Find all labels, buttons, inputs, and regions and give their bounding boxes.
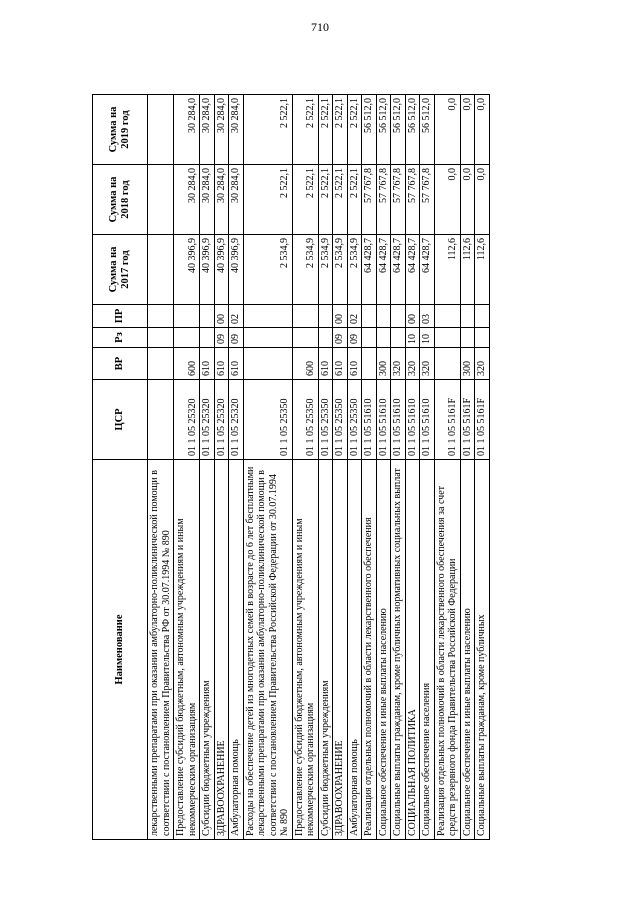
cell-vr: 610	[333, 348, 348, 380]
cell-pr	[460, 305, 475, 328]
cell-sum-2019: 30 284,0	[229, 95, 244, 165]
cell-pr: 00	[214, 305, 229, 328]
cell-sum-2019	[148, 95, 174, 165]
cell-pr	[391, 305, 406, 328]
cell-rz: 10	[420, 328, 435, 348]
cell-pr: 00	[333, 305, 348, 328]
cell-sum-2019: 56 512,0	[405, 95, 420, 165]
table-row	[434, 95, 460, 840]
cell-sum-2017: 64 428,7	[391, 235, 406, 305]
cell-csr: 01 1 05 25350	[333, 380, 348, 460]
cell-csr: 01 1 05 25320	[214, 380, 229, 460]
cell-vr: 600	[292, 348, 318, 380]
cell-sum-2018: 0,0	[475, 165, 490, 235]
cell-vr: 300	[460, 348, 475, 380]
cell-sum-2018: 57 767,8	[376, 165, 391, 235]
cell-sum-2018: 2 522,1	[318, 165, 333, 235]
header-name: Наименование	[93, 460, 148, 840]
cell-vr: 610	[214, 348, 229, 380]
cell-sum-2019: 30 284,0	[200, 95, 215, 165]
cell-name: Расходы на обеспечение детей из многодетных семей в возрасте до 6 лет бесплатными лекарственными препаратами при оказании амбулаторно-поликлинической помощи в соответствии с постановлением Правительства Российской Федерации от 30.07.1994 № 890	[243, 460, 292, 840]
cell-sum-2019: 56 512,0	[420, 95, 435, 165]
cell-sum-2018: 0,0	[460, 165, 475, 235]
cell-name: Субсидии бюджетным учреждениям	[318, 460, 333, 840]
cell-name: Субсидии бюджетным учреждениям	[200, 460, 215, 840]
cell-name: Социальные выплаты гражданам, кроме публичных нормативных социальных выплат	[391, 460, 406, 840]
table-row	[243, 95, 292, 840]
cell-sum-2019: 30 284,0	[214, 95, 229, 165]
cell-sum-2017: 40 396,9	[200, 235, 215, 305]
cell-sum-2018	[148, 165, 174, 235]
cell-name: Социальные выплаты гражданам, кроме публичных	[475, 460, 490, 840]
header-sum-2019: Сумма на 2019 год	[93, 95, 148, 165]
cell-name: ЗДРАВООХРАНЕНИЕ	[214, 460, 229, 840]
cell-sum-2018: 30 284,0	[229, 165, 244, 235]
cell-pr	[376, 305, 391, 328]
table-row	[475, 95, 490, 840]
cell-pr	[148, 305, 174, 328]
cell-pr	[174, 305, 200, 328]
cell-sum-2019: 0,0	[434, 95, 460, 165]
cell-rz	[362, 328, 377, 348]
table-header-row	[93, 95, 148, 840]
cell-rz: 09	[229, 328, 244, 348]
table-row	[420, 95, 435, 840]
cell-csr: 01 1 05 25350	[347, 380, 362, 460]
cell-sum-2019: 2 522,1	[292, 95, 318, 165]
cell-pr	[243, 305, 292, 328]
cell-vr: 610	[318, 348, 333, 380]
cell-sum-2018: 2 522,1	[347, 165, 362, 235]
cell-vr: 320	[405, 348, 420, 380]
cell-csr: 01 1 05 51610	[376, 380, 391, 460]
cell-sum-2019: 0,0	[475, 95, 490, 165]
cell-sum-2018: 57 767,8	[362, 165, 377, 235]
table-body	[148, 95, 490, 840]
cell-name: Реализация отдельных полномочий в области лекарственного обеспечения за счет средств резервного фонда Правительства Российской Федерации	[434, 460, 460, 840]
rotated-table-container	[92, 95, 578, 840]
cell-csr: 01 1 05 5161F	[475, 380, 490, 460]
cell-csr: 01 1 05 51610	[420, 380, 435, 460]
cell-sum-2019: 2 522,1	[347, 95, 362, 165]
cell-pr: 03	[420, 305, 435, 328]
cell-rz	[376, 328, 391, 348]
cell-sum-2017: 2 534,9	[347, 235, 362, 305]
cell-rz: 09	[347, 328, 362, 348]
cell-rz	[200, 328, 215, 348]
cell-sum-2017: 2 534,9	[292, 235, 318, 305]
table-row	[376, 95, 391, 840]
cell-vr: 610	[200, 348, 215, 380]
cell-pr: 02	[347, 305, 362, 328]
cell-rz	[174, 328, 200, 348]
cell-csr: 01 1 05 51610	[391, 380, 406, 460]
cell-sum-2017: 2 534,9	[243, 235, 292, 305]
cell-csr	[148, 380, 174, 460]
cell-name: Амбулаторная помощь	[229, 460, 244, 840]
cell-sum-2017: 112,6	[460, 235, 475, 305]
table-row	[200, 95, 215, 840]
cell-pr	[475, 305, 490, 328]
cell-sum-2019: 2 522,1	[318, 95, 333, 165]
table-row	[333, 95, 348, 840]
cell-sum-2017: 2 534,9	[333, 235, 348, 305]
cell-vr: 610	[347, 348, 362, 380]
table-row	[362, 95, 377, 840]
cell-sum-2017: 40 396,9	[214, 235, 229, 305]
cell-pr: 00	[405, 305, 420, 328]
cell-name: СОЦИАЛЬНАЯ ПОЛИТИКА	[405, 460, 420, 840]
header-pr: ПР	[93, 305, 148, 328]
header-sum-2018: Сумма на 2018 год	[93, 165, 148, 235]
cell-csr: 01 1 05 25320	[174, 380, 200, 460]
cell-sum-2018: 57 767,8	[391, 165, 406, 235]
cell-sum-2019: 2 522,1	[243, 95, 292, 165]
cell-vr	[243, 348, 292, 380]
cell-sum-2019: 56 512,0	[362, 95, 377, 165]
cell-rz	[292, 328, 318, 348]
cell-pr	[362, 305, 377, 328]
cell-pr	[434, 305, 460, 328]
cell-rz	[391, 328, 406, 348]
cell-sum-2018: 0,0	[434, 165, 460, 235]
cell-csr: 01 1 05 51610	[362, 380, 377, 460]
cell-rz	[148, 328, 174, 348]
cell-vr	[148, 348, 174, 380]
cell-sum-2018: 30 284,0	[174, 165, 200, 235]
cell-csr: 01 1 05 25320	[229, 380, 244, 460]
cell-vr	[362, 348, 377, 380]
cell-rz: 10	[405, 328, 420, 348]
cell-name: Социальное обеспечение населения	[420, 460, 435, 840]
cell-sum-2017: 112,6	[475, 235, 490, 305]
cell-rz: 09	[214, 328, 229, 348]
table-row	[214, 95, 229, 840]
cell-csr: 01 1 05 5161F	[434, 380, 460, 460]
cell-sum-2017: 64 428,7	[362, 235, 377, 305]
cell-sum-2019: 30 284,0	[174, 95, 200, 165]
cell-name: лекарственными препаратами при оказании амбулаторно-поликлинической помощи в соответствии с постановлением Правительства РФ от 30.07.1994 № 890	[148, 460, 174, 840]
cell-rz	[243, 328, 292, 348]
cell-rz	[460, 328, 475, 348]
cell-pr	[318, 305, 333, 328]
cell-sum-2018: 57 767,8	[420, 165, 435, 235]
cell-sum-2018: 30 284,0	[200, 165, 215, 235]
table-row	[318, 95, 333, 840]
cell-vr: 320	[475, 348, 490, 380]
cell-sum-2017: 2 534,9	[318, 235, 333, 305]
cell-vr: 320	[391, 348, 406, 380]
cell-sum-2018: 30 284,0	[214, 165, 229, 235]
header-sum-2017: Сумма на 2017 год	[93, 235, 148, 305]
cell-csr: 01 1 05 5161F	[460, 380, 475, 460]
table-row	[174, 95, 200, 840]
cell-vr: 300	[376, 348, 391, 380]
cell-sum-2018: 2 522,1	[292, 165, 318, 235]
cell-name: Амбулаторная помощь	[347, 460, 362, 840]
cell-rz	[434, 328, 460, 348]
cell-csr: 01 1 05 25350	[318, 380, 333, 460]
cell-sum-2019: 2 522,1	[333, 95, 348, 165]
cell-sum-2017: 64 428,7	[405, 235, 420, 305]
cell-csr: 01 1 05 25350	[243, 380, 292, 460]
page-number: 710	[311, 20, 329, 34]
table-row	[391, 95, 406, 840]
cell-vr: 320	[420, 348, 435, 380]
cell-rz: 09	[333, 328, 348, 348]
cell-pr	[292, 305, 318, 328]
cell-pr	[200, 305, 215, 328]
header-csr: ЦСР	[93, 380, 148, 460]
cell-sum-2019: 56 512,0	[376, 95, 391, 165]
cell-csr: 01 1 05 51610	[405, 380, 420, 460]
cell-rz	[475, 328, 490, 348]
cell-name: Предоставление субсидий бюджетным, автономным учреждениям и иным некоммерческим организациям	[174, 460, 200, 840]
cell-name: Социальное обеспечение и иные выплаты населению	[376, 460, 391, 840]
cell-name: Предоставление субсидий бюджетным, автономным учреждениям и иным некоммерческим организациям	[292, 460, 318, 840]
cell-sum-2018: 2 522,1	[243, 165, 292, 235]
cell-sum-2017: 64 428,7	[420, 235, 435, 305]
table-row	[292, 95, 318, 840]
cell-pr: 02	[229, 305, 244, 328]
cell-csr: 01 1 05 25320	[200, 380, 215, 460]
cell-sum-2017: 40 396,9	[229, 235, 244, 305]
cell-sum-2017: 64 428,7	[376, 235, 391, 305]
cell-vr: 600	[174, 348, 200, 380]
budget-table	[92, 94, 490, 840]
cell-csr: 01 1 05 25350	[292, 380, 318, 460]
table-row	[229, 95, 244, 840]
table-row	[460, 95, 475, 840]
cell-name: Реализация отдельных полномочий в области лекарственного обеспечения	[362, 460, 377, 840]
cell-sum-2019: 0,0	[460, 95, 475, 165]
cell-sum-2017: 40 396,9	[174, 235, 200, 305]
header-rz: Рз	[93, 328, 148, 348]
cell-sum-2018: 57 767,8	[405, 165, 420, 235]
cell-name: ЗДРАВООХРАНЕНИЕ	[333, 460, 348, 840]
cell-sum-2017: 112,6	[434, 235, 460, 305]
cell-sum-2017	[148, 235, 174, 305]
table-row	[405, 95, 420, 840]
cell-vr: 610	[229, 348, 244, 380]
cell-rz	[318, 328, 333, 348]
cell-vr	[434, 348, 460, 380]
cell-sum-2019: 56 512,0	[391, 95, 406, 165]
cell-sum-2018: 2 522,1	[333, 165, 348, 235]
cell-name: Социальное обеспечение и иные выплаты населению	[460, 460, 475, 840]
table-row	[347, 95, 362, 840]
header-vr: ВР	[93, 348, 148, 380]
table-row	[148, 95, 174, 840]
